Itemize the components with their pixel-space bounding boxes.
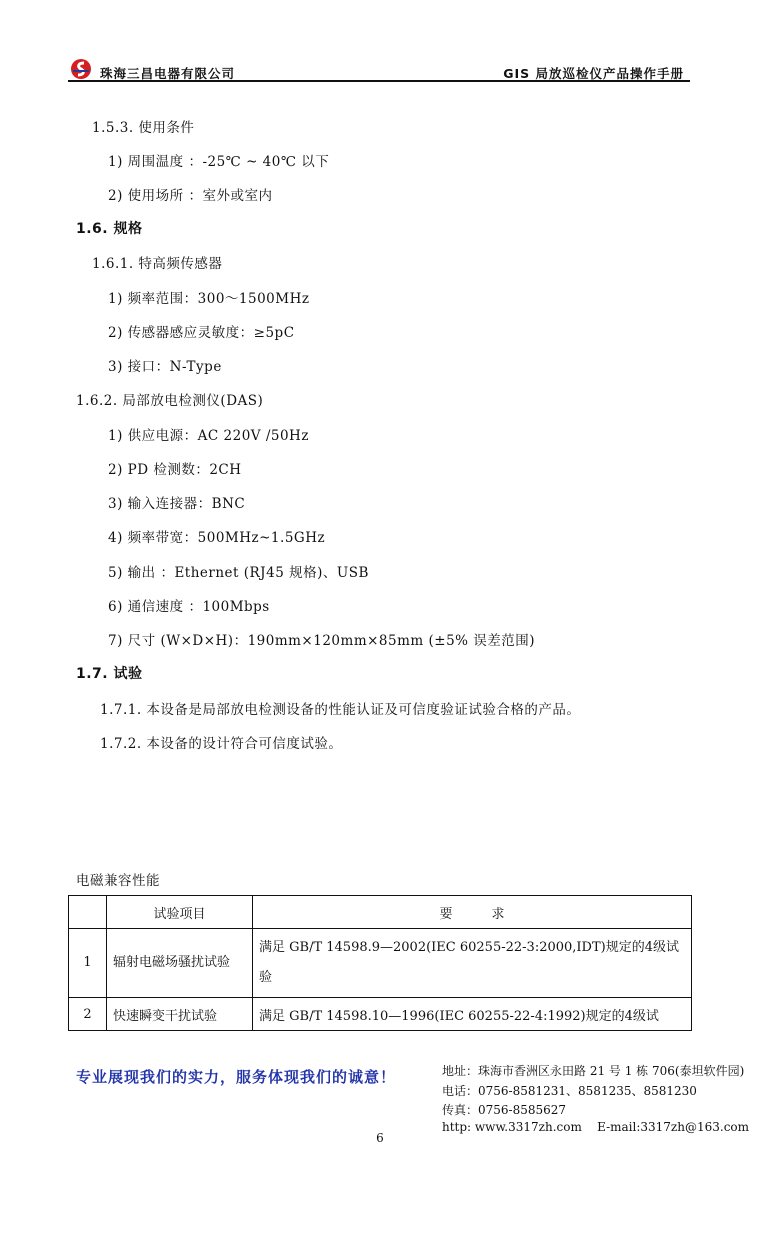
- table-cell-no: 2: [69, 998, 107, 1031]
- section-1-6-title: 1.6. 规格: [76, 221, 143, 237]
- table-row: [69, 998, 692, 1031]
- footer-slogan: 专业展现我们的实力，服务体现我们的诚意！: [76, 1068, 397, 1086]
- section-1-6-1-title: 1.6.1. 特高频传感器: [92, 256, 223, 272]
- emc-table: [68, 895, 692, 1031]
- list-item: 1) 供应电源：AC 220V /50Hz: [108, 428, 309, 444]
- company-logo-icon: [70, 58, 92, 80]
- table-caption: 电磁兼容性能: [76, 873, 160, 889]
- section-1-6-2-title: 1.6.2. 局部放电检测仪(DAS): [76, 393, 264, 409]
- table-header-row: [69, 896, 692, 929]
- list-item: 1.7.2. 本设备的设计符合可信度试验。: [100, 736, 343, 752]
- page-header: [68, 56, 690, 82]
- table-row: [69, 929, 692, 998]
- list-item: 2) 使用场所 ：室外或室内: [108, 188, 273, 204]
- table-cell-requirement: 满足 GB/T 14598.10—1996(IEC 60255-22-4:1992)规定的4级试: [253, 998, 692, 1031]
- table-header-cell: [69, 896, 107, 929]
- list-item: 6) 通信速度 ：100Mbps: [108, 599, 270, 615]
- footer-web-email: http: www.3317zh.com E-mail:3317zh@163.com: [442, 1120, 750, 1134]
- list-item: 2) PD 检测数：2CH: [108, 462, 242, 478]
- company-name: 珠海三昌电器有限公司: [100, 66, 236, 81]
- list-item: 1) 周围温度 ：-25℃ ~ 40℃ 以下: [108, 154, 330, 170]
- table-cell-item: 快速瞬变干扰试验: [107, 998, 253, 1031]
- manual-title: GIS 局放巡检仪产品操作手册: [503, 66, 684, 81]
- list-item: 3) 接口：N-Type: [108, 359, 222, 375]
- list-item: 7) 尺寸 (W×D×H)：190mm×120mm×85mm (±5% 误差范围): [108, 633, 536, 649]
- section-1-5-3-title: 1.5.3. 使用条件: [92, 120, 195, 136]
- page-number: 6: [376, 1131, 384, 1145]
- list-item: 1) 频率范围：300～1500MHz: [108, 291, 310, 307]
- table-header-cell: 试验项目: [107, 896, 253, 929]
- footer-fax: 传真：0756-8585627: [442, 1103, 567, 1117]
- table-cell-no: 1: [69, 929, 107, 998]
- list-item: 2) 传感器感应灵敏度：≥5pC: [108, 325, 295, 341]
- footer-phone: 电话：0756-8581231、8581235、8581230: [442, 1084, 697, 1098]
- section-1-7-title: 1.7. 试验: [76, 666, 143, 682]
- list-item: 1.7.1. 本设备是局部放电检测设备的性能认证及可信度验证试验合格的产品。: [100, 702, 581, 718]
- header-divider: [68, 80, 690, 82]
- list-item: 4) 频率带宽：500MHz~1.5GHz: [108, 530, 326, 546]
- list-item: 3) 输入连接器：BNC: [108, 496, 246, 512]
- table-header-cell: 要 求: [253, 896, 692, 929]
- table-cell-item: 辐射电磁场骚扰试验: [107, 929, 253, 998]
- list-item: 5) 输出 ：Ethernet (RJ45 规格)、USB: [108, 565, 369, 581]
- table-cell-requirement: 满足 GB/T 14598.9—2002(IEC 60255-22-3:2000,IDT)规定的4级试验: [253, 929, 692, 998]
- footer-address: 地址：珠海市香洲区永田路 21 号 1 栋 706(泰坦软件园): [442, 1064, 745, 1078]
